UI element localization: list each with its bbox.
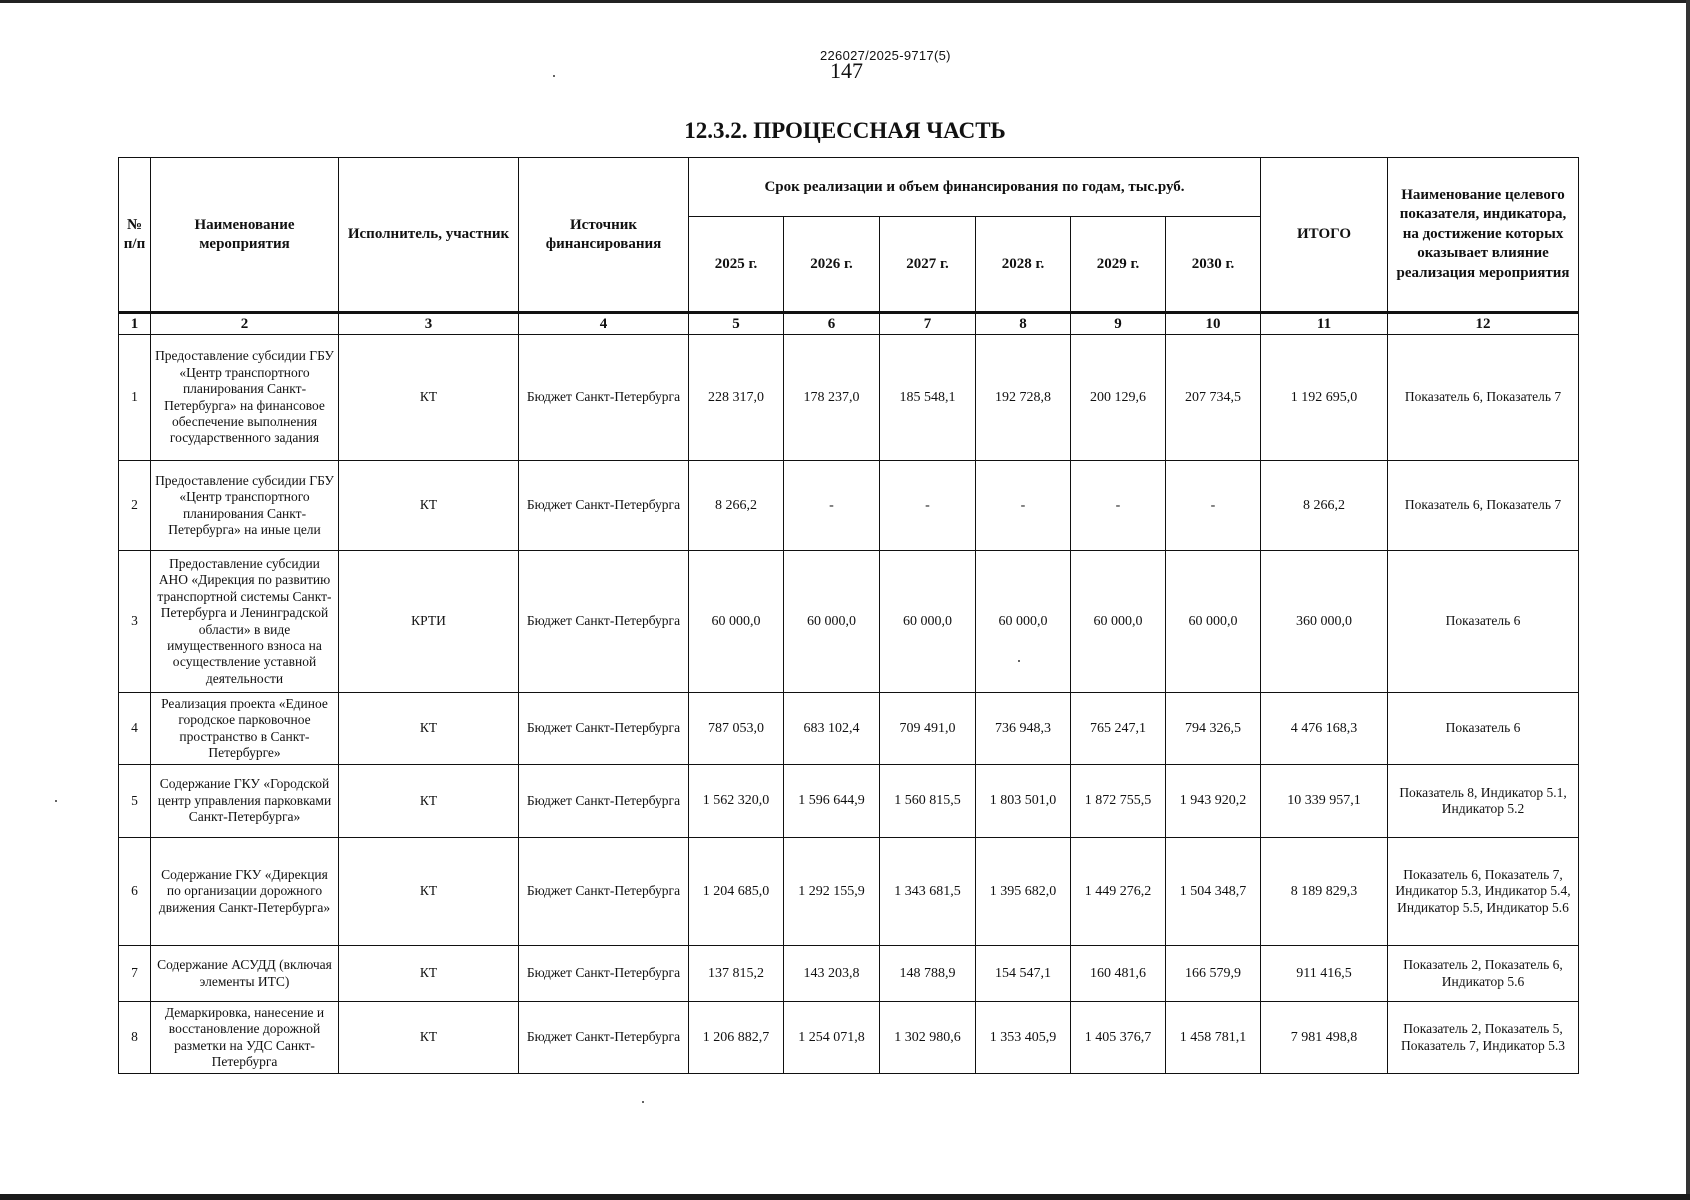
year-value: 736 948,3: [976, 693, 1071, 765]
year-value: 154 547,1: [976, 946, 1071, 1002]
executor: КТ: [339, 946, 519, 1002]
executor: КТ: [339, 765, 519, 838]
table-row: [119, 461, 1579, 551]
activity-name: Содержание ГКУ «Городской центр управления парковками Санкт-Петербурга»: [151, 765, 339, 838]
year-value: 1 302 980,6: [880, 1002, 976, 1074]
activity-name: Демаркировка, нанесение и восстановление дорожной разметки на УДС Санкт-Петербурга: [151, 1002, 339, 1074]
target-indicator: Показатель 2, Показатель 6, Индикатор 5.6: [1388, 946, 1579, 1002]
executor: КРТИ: [339, 551, 519, 693]
header-year: 2028 г.: [976, 217, 1071, 313]
year-value: 192 728,8: [976, 335, 1071, 461]
header-year: 2025 г.: [689, 217, 784, 313]
executor: КТ: [339, 1002, 519, 1074]
target-indicator: Показатель 6, Показатель 7: [1388, 335, 1579, 461]
year-value: 1 292 155,9: [784, 838, 880, 946]
table-row: [119, 838, 1579, 946]
year-value: 60 000,0: [689, 551, 784, 693]
scan-edge-bottom: [0, 1194, 1690, 1200]
year-value: 137 815,2: [689, 946, 784, 1002]
year-value: 60 000,0: [976, 551, 1071, 693]
year-value: 200 129,6: [1071, 335, 1166, 461]
year-value: 60 000,0: [1166, 551, 1261, 693]
header-year: 2027 г.: [880, 217, 976, 313]
row-total: 4 476 168,3: [1261, 693, 1388, 765]
target-indicator: Показатель 6: [1388, 693, 1579, 765]
year-value: 185 548,1: [880, 335, 976, 461]
activity-name: Предоставление субсидии ГБУ «Центр транспортного планирования Санкт-Петербурга» на иные цели: [151, 461, 339, 551]
table-row: [119, 335, 1579, 461]
row-num: 1: [119, 335, 151, 461]
column-number: 8: [976, 313, 1071, 335]
column-number: 5: [689, 313, 784, 335]
column-number: 11: [1261, 313, 1388, 335]
year-value: 1 343 681,5: [880, 838, 976, 946]
row-num: 7: [119, 946, 151, 1002]
year-value: 787 053,0: [689, 693, 784, 765]
year-value: 1 596 644,9: [784, 765, 880, 838]
table-row: [119, 1002, 1579, 1074]
year-value: 1 943 920,2: [1166, 765, 1261, 838]
row-total: 1 192 695,0: [1261, 335, 1388, 461]
executor: КТ: [339, 335, 519, 461]
header-years-group: Срок реализации и объем финансирования по годам, тыс.руб.: [689, 158, 1261, 217]
header-indicator: Наименование целевого показателя, индикатора, на достижение которых оказывает влияние реализация мероприятия: [1388, 158, 1579, 313]
funding-source: Бюджет Санкт-Петербурга: [519, 765, 689, 838]
year-value: 1 254 071,8: [784, 1002, 880, 1074]
year-value: 166 579,9: [1166, 946, 1261, 1002]
header-total: ИТОГО: [1261, 158, 1388, 313]
year-value: 60 000,0: [784, 551, 880, 693]
row-num: 3: [119, 551, 151, 693]
column-number: 10: [1166, 313, 1261, 335]
year-value: 207 734,5: [1166, 335, 1261, 461]
year-value: 1 204 685,0: [689, 838, 784, 946]
activity-name: Содержание АСУДД (включая элементы ИТС): [151, 946, 339, 1002]
year-value: 1 458 781,1: [1166, 1002, 1261, 1074]
header-executor: Исполнитель, участник: [339, 158, 519, 313]
year-value: 1 504 348,7: [1166, 838, 1261, 946]
row-num: 5: [119, 765, 151, 838]
target-indicator: Показатель 6, Показатель 7, Индикатор 5.3, Индикатор 5.4, Индикатор 5.5, Индикатор 5.6: [1388, 838, 1579, 946]
year-value: 1 872 755,5: [1071, 765, 1166, 838]
year-value: 1 395 682,0: [976, 838, 1071, 946]
year-value: 794 326,5: [1166, 693, 1261, 765]
row-total: 360 000,0: [1261, 551, 1388, 693]
row-total: 911 416,5: [1261, 946, 1388, 1002]
year-value: -: [880, 461, 976, 551]
activity-name: Содержание ГКУ «Дирекция по организации дорожного движения Санкт-Петербурга»: [151, 838, 339, 946]
year-value: 709 491,0: [880, 693, 976, 765]
year-value: -: [784, 461, 880, 551]
row-num: 6: [119, 838, 151, 946]
year-value: 1 353 405,9: [976, 1002, 1071, 1074]
year-value: -: [1071, 461, 1166, 551]
table-row: [119, 765, 1579, 838]
year-value: 143 203,8: [784, 946, 880, 1002]
scan-edge-top: [0, 0, 1690, 3]
activity-name: Предоставление субсидии ГБУ «Центр транспортного планирования Санкт-Петербурга» на финансовое обеспечение выполнения государственного задания: [151, 335, 339, 461]
year-value: 8 266,2: [689, 461, 784, 551]
table-row: [119, 551, 1579, 693]
column-number: 7: [880, 313, 976, 335]
funding-source: Бюджет Санкт-Петербурга: [519, 551, 689, 693]
column-number: 2: [151, 313, 339, 335]
header-source: Источник финансирования: [519, 158, 689, 313]
row-num: 8: [119, 1002, 151, 1074]
column-number: 12: [1388, 313, 1579, 335]
funding-source: Бюджет Санкт-Петербурга: [519, 693, 689, 765]
funding-source: Бюджет Санкт-Петербурга: [519, 335, 689, 461]
scan-speck: [55, 800, 57, 802]
funding-source: Бюджет Санкт-Петербурга: [519, 838, 689, 946]
year-value: 1 405 376,7: [1071, 1002, 1166, 1074]
year-value: 160 481,6: [1071, 946, 1166, 1002]
target-indicator: Показатель 8, Индикатор 5.1, Индикатор 5.2: [1388, 765, 1579, 838]
process-part-table: [118, 157, 1579, 1074]
year-value: 60 000,0: [1071, 551, 1166, 693]
funding-source: Бюджет Санкт-Петербурга: [519, 946, 689, 1002]
row-total: 10 339 957,1: [1261, 765, 1388, 838]
scan-speck: [553, 75, 555, 77]
year-value: 228 317,0: [689, 335, 784, 461]
funding-source: Бюджет Санкт-Петербурга: [519, 1002, 689, 1074]
header-year: 2026 г.: [784, 217, 880, 313]
row-num: 4: [119, 693, 151, 765]
row-num: 2: [119, 461, 151, 551]
funding-source: Бюджет Санкт-Петербурга: [519, 461, 689, 551]
executor: КТ: [339, 461, 519, 551]
header-year: 2029 г.: [1071, 217, 1166, 313]
executor: КТ: [339, 838, 519, 946]
activity-name: Предоставление субсидии АНО «Дирекция по развитию транспортной системы Санкт-Петербурга и Ленинградской области» в виде имущественного взноса на осуществление уставной деятельности: [151, 551, 339, 693]
year-value: -: [1166, 461, 1261, 551]
column-number: 1: [119, 313, 151, 335]
table-row: [119, 946, 1579, 1002]
column-number: 6: [784, 313, 880, 335]
page-number: 147: [830, 58, 863, 83]
year-value: 1 560 815,5: [880, 765, 976, 838]
table-row: [119, 693, 1579, 765]
scan-speck: [642, 1101, 644, 1103]
year-value: 148 788,9: [880, 946, 976, 1002]
column-numbers-row: [119, 313, 1579, 335]
header-num: № п/п: [119, 158, 151, 313]
year-value: 683 102,4: [784, 693, 880, 765]
year-value: 1 562 320,0: [689, 765, 784, 838]
section-title: 12.3.2. ПРОЦЕССНАЯ ЧАСТЬ: [684, 118, 1006, 143]
header-row-top: [119, 158, 1579, 217]
row-total: 8 189 829,3: [1261, 838, 1388, 946]
header-year: 2030 г.: [1166, 217, 1261, 313]
header-name: Наименование мероприятия: [151, 158, 339, 313]
year-value: 765 247,1: [1071, 693, 1166, 765]
executor: КТ: [339, 693, 519, 765]
target-indicator: Показатель 6, Показатель 7: [1388, 461, 1579, 551]
year-value: 178 237,0: [784, 335, 880, 461]
target-indicator: Показатель 6: [1388, 551, 1579, 693]
row-total: 8 266,2: [1261, 461, 1388, 551]
scan-edge-right: [1686, 0, 1690, 1200]
row-total: 7 981 498,8: [1261, 1002, 1388, 1074]
year-value: -: [976, 461, 1071, 551]
year-value: 1 449 276,2: [1071, 838, 1166, 946]
column-number: 3: [339, 313, 519, 335]
year-value: 1 206 882,7: [689, 1002, 784, 1074]
year-value: 1 803 501,0: [976, 765, 1071, 838]
activity-name: Реализация проекта «Единое городское парковочное пространство в Санкт-Петербурге»: [151, 693, 339, 765]
year-value: 60 000,0: [880, 551, 976, 693]
document-number: 226027/2025-9717(5): [820, 48, 951, 63]
column-number: 9: [1071, 313, 1166, 335]
target-indicator: Показатель 2, Показатель 5, Показатель 7, Индикатор 5.3: [1388, 1002, 1579, 1074]
column-number: 4: [519, 313, 689, 335]
